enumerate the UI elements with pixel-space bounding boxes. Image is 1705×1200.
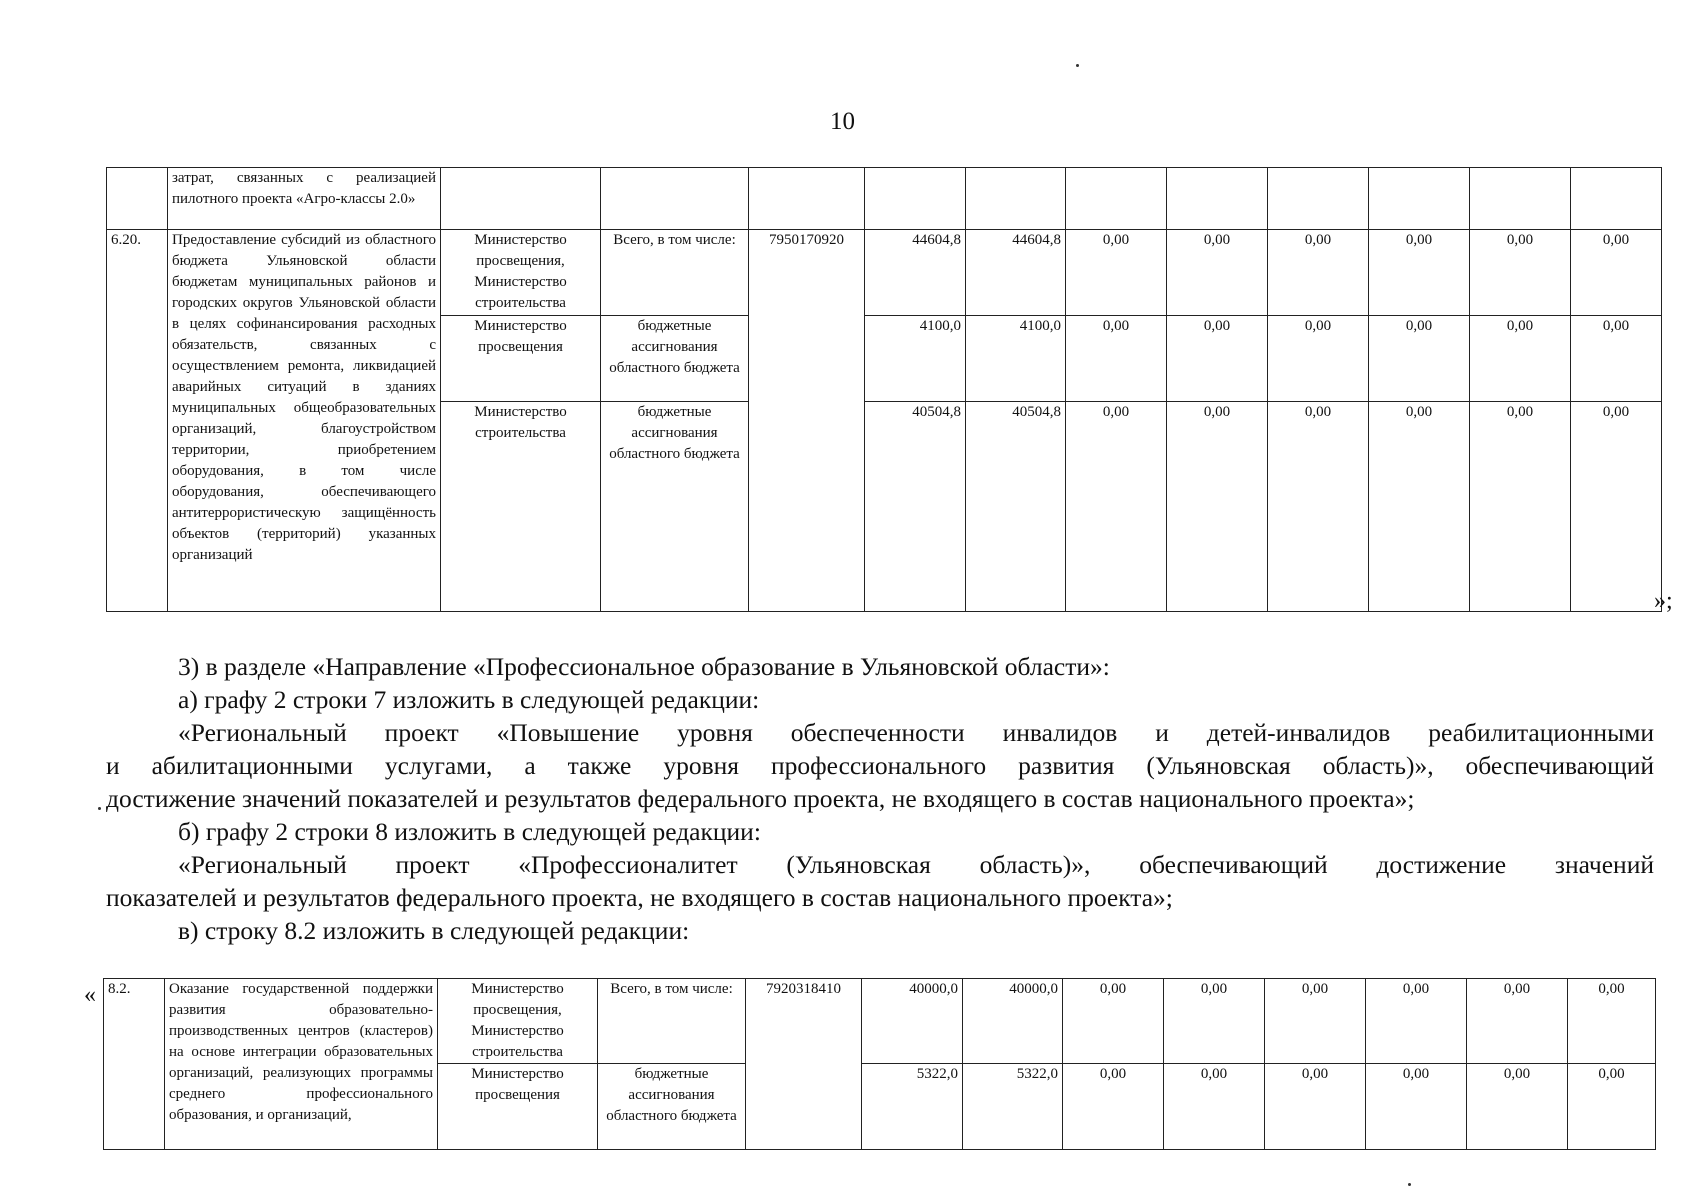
- year-value-cell: 0,00: [1369, 316, 1470, 402]
- scan-speck: [98, 807, 101, 810]
- year-value-cell: 0,00: [1066, 230, 1167, 316]
- year-value-cell: 44604,8: [966, 230, 1066, 316]
- total-value-cell: 40504,8: [865, 402, 966, 612]
- row-number-cell: 6.20.: [107, 230, 168, 612]
- scan-speck: [1408, 1183, 1411, 1186]
- year-value-cell: 0,00: [1066, 316, 1167, 402]
- year-value-cell: 0,00: [1164, 979, 1265, 1064]
- year-value-cell: 5322,0: [963, 1064, 1063, 1150]
- year-value-cell: 0,00: [1568, 979, 1656, 1064]
- budget-code-cell: 7920318410: [746, 979, 862, 1150]
- year-value-cell: 0,00: [1366, 979, 1467, 1064]
- table-row: [107, 230, 1662, 316]
- funding-source-cell: Всего, в том числе:: [601, 230, 749, 316]
- year-value-cell: 0,00: [1568, 1064, 1656, 1150]
- year-value-cell: 0,00: [1167, 230, 1268, 316]
- executor-cell: Министерство просвещения, Министерство строительства: [441, 230, 601, 316]
- total-value-cell: 5322,0: [862, 1064, 963, 1150]
- year-value-cell: 0,00: [1268, 230, 1369, 316]
- executor-cell: Министерство просвещения: [438, 1064, 598, 1150]
- budget-table-section-8: [103, 978, 1656, 1150]
- year-value-cell: 0,00: [1571, 230, 1662, 316]
- year-value-cell: 0,00: [1571, 316, 1662, 402]
- total-value-cell: 4100,0: [865, 316, 966, 402]
- year-value-cell: 0,00: [1066, 402, 1167, 612]
- year-value-cell: 0,00: [1470, 402, 1571, 612]
- table-row-continuation: [107, 168, 1662, 230]
- paragraph-quote-line: и абилитационными услугами, а также уровня профессионального развития (Ульяновская область)», обеспечивающий: [106, 751, 1654, 780]
- paragraph-quote-line: показателей и результатов федерального проекта, не входящего в состав национального проекта»;: [106, 883, 1173, 912]
- year-value-cell: 0,00: [1063, 979, 1164, 1064]
- executor-cell: Министерство строительства: [441, 402, 601, 612]
- funding-source-cell: бюджетные ассигнования областного бюджета: [598, 1064, 746, 1150]
- year-value-cell: 0,00: [1467, 1064, 1568, 1150]
- executor-cell: Министерство просвещения, Министерство строительства: [438, 979, 598, 1064]
- year-value-cell: 0,00: [1366, 1064, 1467, 1150]
- scan-speck: [1076, 64, 1079, 67]
- paragraph-quote-line: достижение значений показателей и результатов федерального проекта, не входящего в состав национального проекта»;: [106, 784, 1415, 813]
- paragraph-item-v: в) строку 8.2 изложить в следующей редакции:: [178, 916, 690, 945]
- measure-name-cell: Предоставление субсидий из областного бюджета Ульяновской области бюджетам муниципальных районов и городских округов Ульяновской области в целях софинансирования расходных обязательств, связанных с осуществлением ремонта, ликвидацией аварийных ситуаций в зданиях муниципальных общеобразовательных организаций, благоустройством территории, приобретением оборудования, в том числе оборудования, обеспечивающего антитеррористическую защищённость объектов (территорий) указанных организаций: [168, 230, 441, 612]
- budget-table-section-6: [106, 167, 1662, 612]
- measure-name-cell: затрат, связанных с реализацией пилотного проекта «Агро-классы 2.0»: [168, 168, 441, 230]
- budget-code-cell: 7950170920: [749, 230, 865, 612]
- year-value-cell: 0,00: [1470, 316, 1571, 402]
- year-value-cell: 0,00: [1164, 1064, 1265, 1150]
- year-value-cell: 0,00: [1268, 316, 1369, 402]
- year-value-cell: 40000,0: [963, 979, 1063, 1064]
- year-value-cell: 0,00: [1268, 402, 1369, 612]
- paragraph-section-3: 3) в разделе «Направление «Профессиональное образование в Ульяновской области»:: [178, 652, 1110, 681]
- paragraph-item-a: а) графу 2 строки 7 изложить в следующей редакции:: [178, 685, 760, 714]
- table-row: [104, 979, 1656, 1064]
- closing-quote: »;: [1654, 588, 1673, 614]
- year-value-cell: 0,00: [1470, 230, 1571, 316]
- funding-source-cell: бюджетные ассигнования областного бюджета: [601, 402, 749, 612]
- funding-source-cell: Всего, в том числе:: [598, 979, 746, 1064]
- year-value-cell: 40504,8: [966, 402, 1066, 612]
- year-value-cell: 0,00: [1265, 979, 1366, 1064]
- measure-name-cell: Оказание государственной поддержки развития образовательно-производственных центров (кластеров) на основе интеграции образовательных организаций, реализующих программы среднего профессионального образования, и организаций,: [165, 979, 438, 1150]
- year-value-cell: 0,00: [1369, 230, 1470, 316]
- executor-cell: Министерство просвещения: [441, 316, 601, 402]
- total-value-cell: 44604,8: [865, 230, 966, 316]
- paragraph-quote-line: «Региональный проект «Профессионалитет (Ульяновская область)», обеспечивающий достижение значений: [178, 850, 1654, 879]
- year-value-cell: 0,00: [1063, 1064, 1164, 1150]
- row-number-cell: 8.2.: [104, 979, 165, 1150]
- year-value-cell: 0,00: [1265, 1064, 1366, 1150]
- year-value-cell: 0,00: [1571, 402, 1662, 612]
- opening-quote: «: [84, 982, 96, 1008]
- paragraph-quote-line: «Региональный проект «Повышение уровня обеспеченности инвалидов и детей-инвалидов реабилитационными: [178, 718, 1654, 747]
- year-value-cell: 0,00: [1369, 402, 1470, 612]
- year-value-cell: 0,00: [1467, 979, 1568, 1064]
- page-number: 10: [830, 108, 855, 135]
- year-value-cell: 4100,0: [966, 316, 1066, 402]
- year-value-cell: 0,00: [1167, 402, 1268, 612]
- funding-source-cell: бюджетные ассигнования областного бюджета: [601, 316, 749, 402]
- paragraph-item-b: б) графу 2 строки 8 изложить в следующей редакции:: [178, 817, 761, 846]
- total-value-cell: 40000,0: [862, 979, 963, 1064]
- year-value-cell: 0,00: [1167, 316, 1268, 402]
